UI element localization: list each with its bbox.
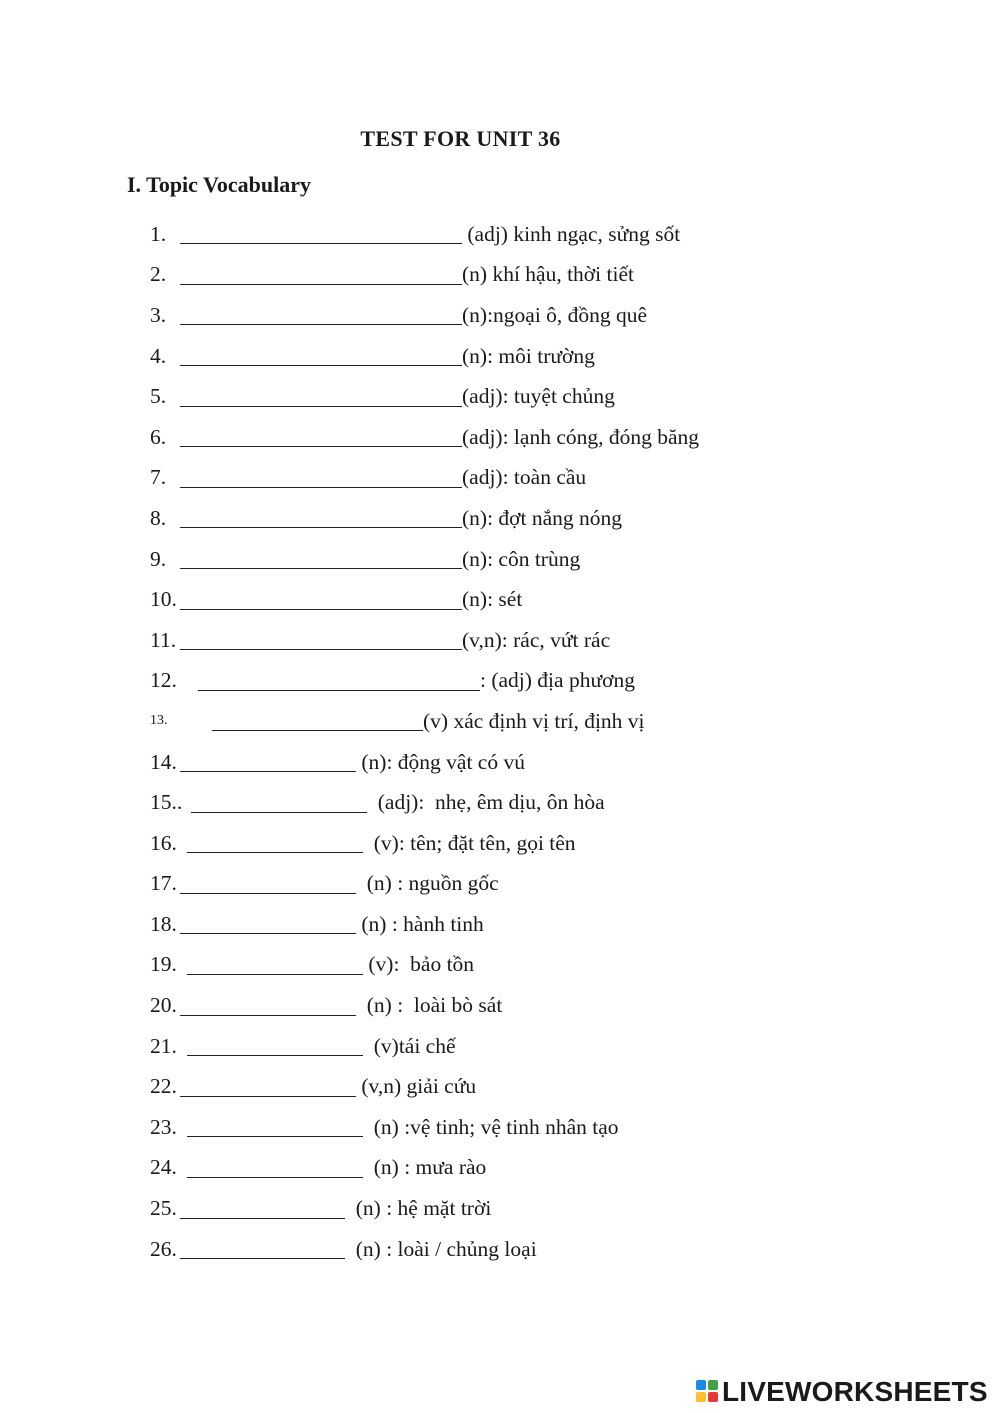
item-definition: (v,n): rác, vứt rác [462,627,611,652]
item-definition: (n) : hành tinh [356,911,484,936]
answer-blank[interactable] [187,851,363,853]
item-definition: (n) : mưa rào [363,1155,487,1180]
item-definition: : (adj) địa phương [480,668,635,693]
item-definition: (n) :vệ tinh; vệ tinh nhân tạo [363,1114,619,1139]
item-number: 21. [150,1033,177,1058]
answer-blank[interactable] [180,323,462,325]
answer-blank[interactable] [180,1217,345,1219]
item-number: 12. [150,668,177,693]
list-item [150,661,850,702]
answer-blank[interactable] [180,1257,345,1259]
answer-blank[interactable] [180,364,462,366]
answer-blank[interactable] [187,1054,363,1056]
answer-blank[interactable] [180,608,462,610]
answer-blank[interactable] [180,242,462,244]
item-definition: (adj): toàn cầu [462,465,587,490]
item-definition: (n):ngoại ô, đồng quê [462,302,648,327]
item-definition: (v) xác định vị trí, định vị [423,708,645,733]
list-item [150,255,850,296]
item-definition: (v)tái chế [363,1033,456,1058]
list-item [150,904,850,945]
list-item [150,539,850,580]
item-definition: (adj): tuyệt chủng [462,384,615,409]
answer-blank[interactable] [191,811,367,813]
list-item [150,782,850,823]
item-number: 24. [150,1155,177,1180]
item-number: 10. [150,587,177,612]
item-definition: (n): sét [462,587,523,612]
list-item [150,1188,850,1229]
item-definition: (n) : loài bò sát [356,993,503,1018]
list-item [150,864,850,905]
list-item [150,1229,850,1270]
liveworksheets-logo [696,1376,988,1408]
liveworksheets-logo-icon [696,1380,720,1404]
item-definition: (n) : nguồn gốc [356,871,499,896]
item-definition: (n): đợt nắng nóng [462,505,623,530]
item-number: 7. [150,465,167,490]
answer-blank[interactable] [180,1014,356,1016]
list-item [150,985,850,1026]
item-number: 4. [150,343,167,368]
item-number: 23. [150,1114,177,1139]
item-definition: (n): côn trùng [462,546,581,571]
list-item [150,620,850,661]
item-definition: (n) : loài / chủng loại [345,1236,537,1261]
item-definition: (v,n) giải cứu [356,1074,477,1099]
item-definition: (adj): nhẹ, êm dịu, ôn hòa [367,790,605,815]
item-number: 9. [150,546,167,571]
answer-blank[interactable] [180,526,462,528]
answer-blank[interactable] [180,486,462,488]
item-number: 17. [150,871,177,896]
list-item [150,1066,850,1107]
item-number: 25. [150,1196,177,1221]
answer-blank[interactable] [180,283,462,285]
answer-blank[interactable] [180,770,356,772]
item-number: 11. [150,627,177,652]
answer-blank[interactable] [180,405,462,407]
page-title: TEST FOR UNIT 36 [360,126,561,151]
item-definition: (v): tên; đặt tên, gọi tên [363,830,576,855]
list-item [150,742,850,783]
answer-blank[interactable] [187,973,363,975]
list-item [150,1026,850,1067]
item-number: 20. [150,993,177,1018]
list-item [150,376,850,417]
vocabulary-list [150,214,850,1269]
list-item [150,701,850,742]
list-item [150,336,850,377]
answer-blank[interactable] [180,1095,356,1097]
item-number: 1. [150,221,167,246]
item-number: 3. [150,302,167,327]
item-number: 22. [150,1074,177,1099]
list-item [150,945,850,986]
item-number: 14. [150,749,177,774]
item-definition: (v): bảo tồn [363,952,475,977]
item-number: 8. [150,505,167,530]
answer-blank[interactable] [180,932,356,934]
item-number: 15.. [150,790,183,815]
answer-blank[interactable] [187,1135,363,1137]
list-item [150,458,850,499]
answer-blank[interactable] [180,567,462,569]
answer-blank[interactable] [198,689,480,691]
item-definition: (n) : hệ mặt trời [345,1196,492,1221]
item-definition: (adj) kinh ngạc, sửng sốt [462,221,681,246]
list-item [150,823,850,864]
list-item [150,214,850,255]
section-heading: I. Topic Vocabulary [127,172,312,197]
item-number: 5. [150,384,167,409]
answer-blank[interactable] [187,1176,363,1178]
list-item [150,498,850,539]
answer-blank[interactable] [180,445,462,447]
item-definition: (n): môi trường [462,343,595,368]
item-definition: (adj): lạnh cóng, đóng băng [462,424,700,449]
item-number: 19. [150,952,177,977]
answer-blank[interactable] [180,892,356,894]
item-number: 16. [150,830,177,855]
answer-blank[interactable] [212,729,423,731]
list-item [150,1148,850,1189]
item-number: 26. [150,1236,177,1261]
logo-text: LIVEWORKSHEETS [722,1376,988,1407]
item-definition: (n): động vật có vú [356,749,525,774]
item-number: 13. [150,713,168,729]
list-item [150,417,850,458]
item-number: 18. [150,911,177,936]
item-number: 2. [150,262,167,287]
list-item [150,1107,850,1148]
list-item [150,295,850,336]
item-number: 6. [150,424,167,449]
item-definition: (n) khí hậu, thời tiết [462,262,634,287]
answer-blank[interactable] [180,648,462,650]
list-item [150,579,850,620]
